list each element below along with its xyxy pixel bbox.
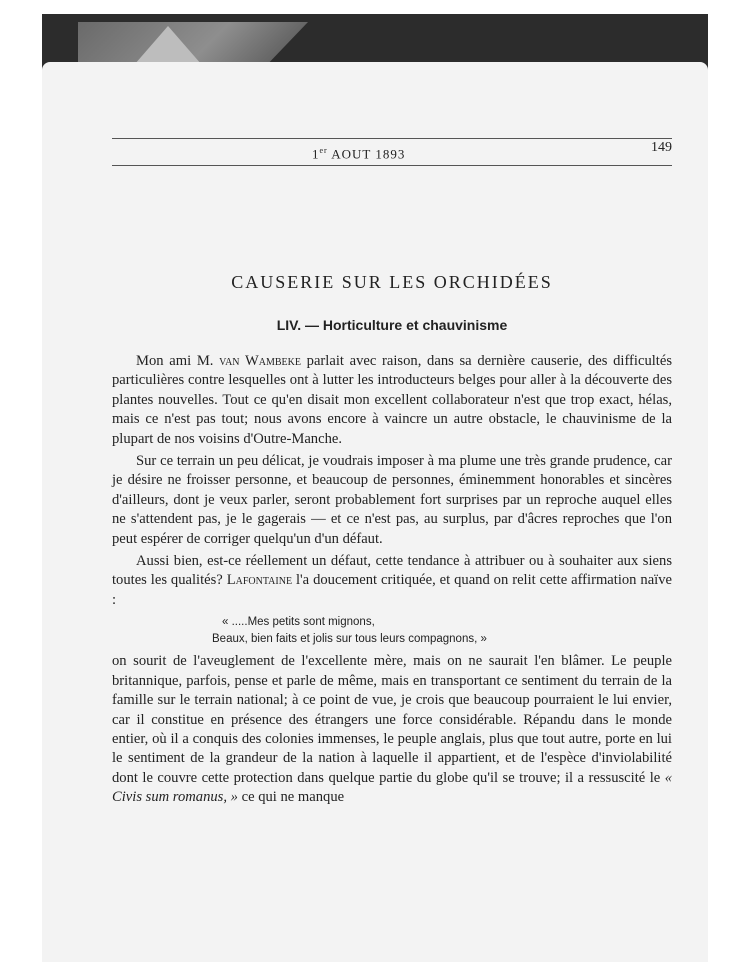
verse-quote bbox=[212, 614, 672, 648]
article-subtitle: LIV. — Horticulture et chauvinisme bbox=[276, 317, 508, 333]
paragraph-1-text-a: Mon ami M. bbox=[136, 353, 220, 369]
verse-line-2: Beaux, bien faits et jolis sur tous leurs compagnons, » bbox=[212, 633, 487, 646]
date-ordinal: er bbox=[319, 146, 328, 155]
verse-line-1: « .....Mes petits sont mignons, bbox=[222, 616, 375, 629]
page-number: 149 bbox=[651, 140, 672, 155]
date-month-year: AOUT 1893 bbox=[327, 146, 406, 162]
paragraph-2: Sur ce terrain un peu délicat, je voudrais imposer à ma plume une très grande prudence, car je désire ne froisser personne, et beaucoup de personnes, éminemment honorables et sincères d'ailleurs, dont je veux parler, seront probablement fort surprises par un reproche auquel elles ne s'attendent pas, je le gagerais — et ce n'est pas, au surplus, par d'âcres reproches que l'on peut espérer de corriger quelqu'un d'un défaut. bbox=[112, 453, 672, 547]
paragraph-1 bbox=[112, 352, 672, 449]
header-rule-bottom bbox=[112, 165, 672, 166]
author-name: van Wambeke bbox=[219, 353, 301, 369]
paragraph-4-text-a: on sourit de l'aveuglement de l'excellente mère, mais on ne saurait l'en blâmer. Le peuple britannique, parfois, pense et parle de même, mais en transportant ce sentiment du terrain de la famille sur le terrain national; à ce point de vue, je crois que beaucoup pourraient le lui envier, car il constitue en présence des étrangers une force considérable. Répandu dans le monde entier, où il a conquis des colonies immenses, le peuple anglais, plus que tout autre, porte en lui le sentiment de la grandeur de la nation à laquelle il appartient, et de l'espèce d'inviolabilité dont le couvre cette protection dans quelque partie du globe qu'il se trouve; il a ressuscité le bbox=[112, 653, 672, 786]
article-title: CAUSERIE SUR LES ORCHIDÉES bbox=[231, 272, 553, 292]
paragraph-1-text-b: parlait avec raison, dans sa dernière causerie, des difficultés particulières contre lesquelles ont à lutter les introducteurs belges pour aller à la découverte des plantes nouvelles. Tout ce qu'en disait mon excellent collaborateur n'est que trop exact, hélas, mais ce n'est pas tout; nous avons encore à vaincre un autre obstacle, le chauvinisme de la plupart de nos voisins d'Outre-Manche. bbox=[112, 353, 673, 447]
issue-date bbox=[312, 146, 405, 162]
running-header bbox=[112, 138, 672, 160]
header-rule-top bbox=[112, 138, 672, 139]
article-body bbox=[112, 352, 672, 808]
fabulist-name: Lafontaine bbox=[226, 572, 293, 589]
paragraph-4-text-b: ce qui ne manque bbox=[237, 789, 345, 806]
document-page bbox=[42, 62, 708, 962]
paragraph-3-text-b: l'a doucement critiquée, et quand on relit cette affirmation naïve : bbox=[112, 572, 673, 608]
paragraph-3 bbox=[112, 552, 672, 610]
paragraph-3-text-a: Aussi bien, est-ce réellement un défaut, cette tendance à attribuer ou à souhaiter aux siens toutes les qualités? bbox=[112, 553, 672, 589]
latin-phrase: « Civis sum romanus, » bbox=[112, 769, 672, 806]
date-day: 1 bbox=[312, 146, 320, 162]
paragraph-4 bbox=[112, 652, 672, 807]
